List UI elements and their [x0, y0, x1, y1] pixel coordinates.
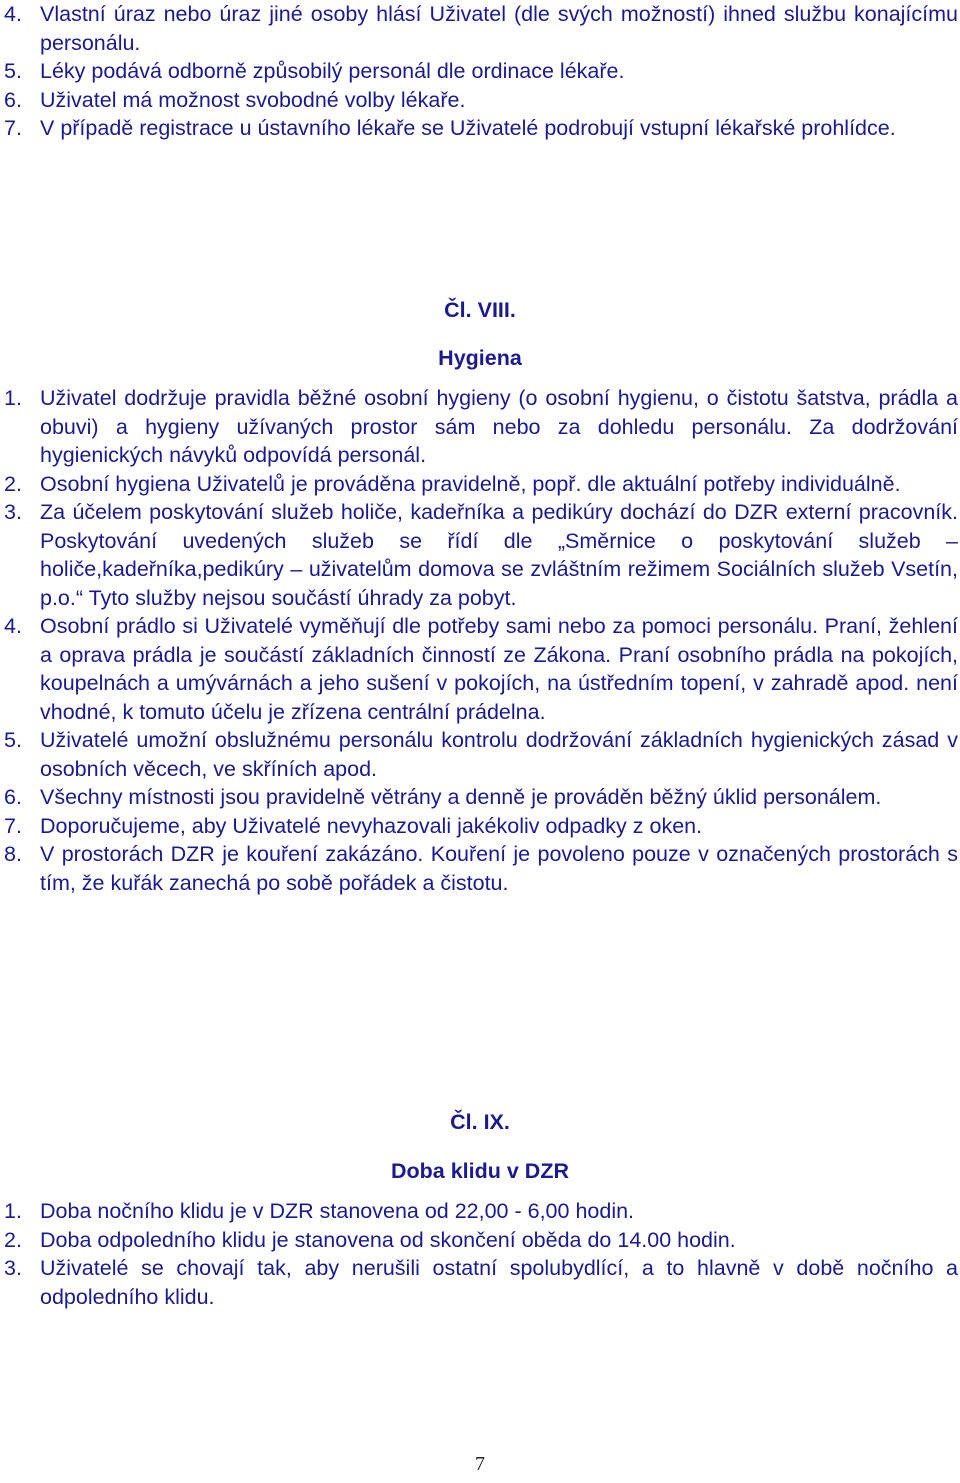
- list-item: [0, 812, 958, 841]
- list-item-number: 7.: [4, 813, 22, 838]
- section-viii-list: [0, 384, 958, 897]
- list-item-text: Osobní prádlo si Uživatelé vyměňují dle potřeby sami nebo za pomoci personálu. Praní, žehlení a oprava prádla je součástí základních činností ze Zákona. Praní osobního prádla na pokojích, koupelnách a umývárnách a jeho sušení v pokojích, na ústředním topení, v zahradě apod. není vhodné, k tomuto účelu je zřízena centrální prádelna.: [40, 614, 958, 724]
- list-item-number: 7.: [4, 116, 22, 140]
- list-item: [0, 0, 958, 57]
- list-item-text: Uživatelé umožní obslužnému personálu kontrolu dodržování základních hygienických zásad v osobních věcech, ve skříních apod.: [40, 728, 958, 781]
- list-item-number: 1.: [4, 386, 22, 410]
- list-item-number: 5.: [4, 728, 22, 752]
- list-item: [0, 114, 958, 143]
- list-item-number: 3.: [4, 1256, 22, 1280]
- list-item-number: 5.: [4, 59, 22, 83]
- list-item-number: 6.: [4, 87, 22, 112]
- list-item-text: V prostorách DZR je kouření zakázáno. Kouření je povoleno pouze v označených prostorách s tím, že kuřák zanechá po sobě pořádek a čistotu.: [40, 842, 958, 895]
- page-number: 7: [475, 1453, 485, 1475]
- list-item: [0, 783, 958, 812]
- list-item-number: 4.: [4, 614, 22, 638]
- section-ix-list: [0, 1197, 958, 1311]
- list-item-number: 2.: [4, 1227, 22, 1252]
- list-item-text: Osobní hygiena Uživatelů je prováděna pravidelně, popř. dle aktuální potřeby individuálně.: [40, 471, 901, 496]
- list-item: [0, 1197, 958, 1226]
- section-viii-title: Hygiena: [438, 346, 522, 370]
- list-item-text: Doporučujeme, aby Uživatelé nevyhazovali jakékoliv odpadky z oken.: [40, 813, 703, 838]
- list-item-text: Uživatel dodržuje pravidla běžné osobní hygieny (o osobní hygienu, o čistotu šatstva, prádla a obuvi) a hygieny užívaných prostor sám nebo za dohledu personálu. Za dodržování hygienických návyků odpovídá personál.: [40, 386, 958, 467]
- list-item: [0, 612, 958, 726]
- list-item-text: Doba odpoledního klidu je stanovena od skončení oběda do 14.00 hodin.: [40, 1227, 736, 1252]
- list-item: [0, 57, 958, 86]
- list-item-text: Doba nočního klidu je v DZR stanovena od 22,00 - 6,00 hodin.: [40, 1199, 635, 1223]
- list-item-text: Všechny místnosti jsou pravidelně větrány a denně je prováděn běžný úklid personálem.: [40, 785, 882, 809]
- list-item: [0, 1226, 958, 1255]
- list-item-text: Uživatelé se chovají tak, aby nerušili ostatní spolubydlící, a to hlavně v době nočního a odpoledního klidu.: [40, 1256, 958, 1309]
- intro-list: [0, 0, 958, 143]
- list-item-number: 1.: [4, 1199, 22, 1223]
- list-item-number: 8.: [4, 842, 22, 866]
- section-ix-title: Doba klidu v DZR: [391, 1159, 569, 1183]
- list-item-number: 6.: [4, 785, 22, 809]
- list-item: [0, 498, 958, 612]
- list-item-text: V případě registrace u ústavního lékaře se Uživatelé podrobují vstupní lékařské prohlídce.: [40, 116, 896, 140]
- list-item-text: Za účelem poskytování služeb holiče, kadeřníka a pedikúry dochází do DZR externí pracovník. Poskytování uvedených služeb se řídí dle „Směrnice o poskytování služeb – holiče,kadeřníka,pedikúry – uživatelům domova se zvláštním režimem Sociálních služeb Vsetín, p.o.“ Tyto služby nejsou součástí úhrady za pobyt.: [40, 500, 958, 610]
- list-item-number: 3.: [4, 500, 22, 524]
- list-item-text: Uživatel má možnost svobodné volby lékaře.: [40, 87, 466, 112]
- list-item-text: Léky podává odborně způsobilý personál dle ordinace lékaře.: [40, 59, 625, 83]
- list-item: [0, 1254, 958, 1311]
- section-ix-article: Čl. IX.: [450, 1110, 510, 1134]
- list-item: [0, 86, 958, 115]
- list-item-number: 2.: [4, 471, 22, 496]
- list-item: [0, 470, 958, 499]
- list-item-number: 4.: [4, 2, 22, 26]
- list-item: [0, 384, 958, 470]
- section-viii-article: Čl. VIII.: [444, 298, 516, 322]
- list-item: [0, 840, 958, 897]
- list-item-text: Vlastní úraz nebo úraz jiné osoby hlásí Uživatel (dle svých možností) ihned službu konajícímu personálu.: [40, 2, 958, 55]
- list-item: [0, 726, 958, 783]
